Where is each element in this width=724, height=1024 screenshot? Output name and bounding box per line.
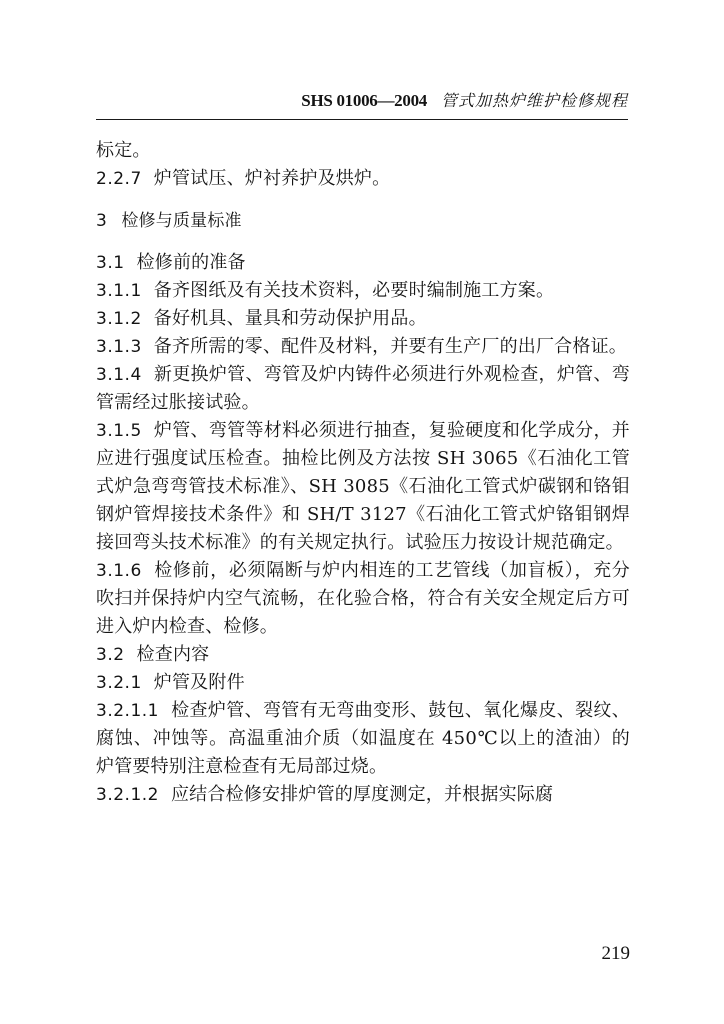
clause-3-2-1-1 [96,697,630,781]
standard-code: SHS 01006—2004 [301,91,427,110]
clause-number: 3.1.1 [96,281,142,301]
clause-text: 炉管、弯管等材料必须进行抽查，复验硬度和化学成分，并应进行强度试压检查。抽检比例及方法按 SH 3065《石油化工管式炉急弯弯管技术标准》、SH 3085《石油化工管式炉碳钢和铬钼钢炉管焊接技术条件》和 SH/T 3127《石油化工管式炉铬钼钢焊接回弯头技术标准》的有关规定执行。试验压力按设计规范确定。 [96,420,630,553]
clause-3-1-3 [96,333,630,361]
clause-text: 检查内容 [136,644,210,665]
clause-number: 3.1.5 [96,421,142,441]
clause-3-1-2 [96,305,630,333]
clause-number: 3.2 [96,645,125,665]
clause-number: 3.2.1.2 [96,785,159,805]
clause-number: 3.1 [96,253,125,273]
clause-number: 3.1.6 [96,561,142,581]
clause-number: 2.2.7 [96,169,142,189]
clause-number: 3.1.4 [96,365,142,385]
section-heading-3 [96,207,630,235]
clause-text: 检修前，必须隔断与炉内相连的工艺管线（加盲板），充分吹扫并保持炉内空气流畅，在化验合格，符合有关安全规定后方可进入炉内检查、检修。 [96,560,630,637]
clause-text: 应结合检修安排炉管的厚度测定，并根据实际腐 [170,784,554,805]
clause-3-1-6 [96,557,630,641]
paragraph-text: 标定。 [96,140,151,161]
page-number: 219 [601,943,630,964]
clause-text: 炉管试压、炉衬养护及烘炉。 [153,168,391,189]
clause-text: 备好机具、量具和劳动保护用品。 [153,308,427,329]
clause-text: 新更换炉管、弯管及炉内铸件必须进行外观检查，炉管、弯管需经过胀接试验。 [96,364,630,413]
clause-3-1 [96,249,630,277]
section-title: 检修与质量标准 [121,211,242,231]
clause-text: 检查炉管、弯管有无弯曲变形、鼓包、氧化爆皮、裂纹、腐蚀、冲蚀等。高温重油介质（如温度在 450℃以上的渣油）的炉管要特别注意检查有无局部过烧。 [96,700,630,777]
clause-3-2 [96,641,630,669]
paragraph-continuation [96,137,630,165]
clause-number: 3.2.1.1 [96,701,159,721]
clause-3-1-1 [96,277,630,305]
clause-text: 备齐图纸及有关技术资料，必要时编制施工方案。 [153,280,555,301]
body-text [96,137,630,809]
clause-number: 3.1.3 [96,337,142,357]
clause-3-2-1 [96,669,630,697]
running-header [96,88,628,120]
clause-number: 3.1.2 [96,309,142,329]
clause-text: 炉管及附件 [153,672,245,693]
clause-3-1-4 [96,361,630,417]
clause-2-2-7 [96,165,630,193]
clause-text: 备齐所需的零、配件及材料，并要有生产厂的出厂合格证。 [153,336,627,357]
clause-number: 3.2.1 [96,673,142,693]
header-title: 管式加热炉维护检修规程 [440,91,628,110]
section-number: 3 [96,211,108,231]
clause-text: 检修前的准备 [136,252,246,273]
clause-3-2-1-2 [96,781,630,809]
clause-3-1-5 [96,417,630,557]
